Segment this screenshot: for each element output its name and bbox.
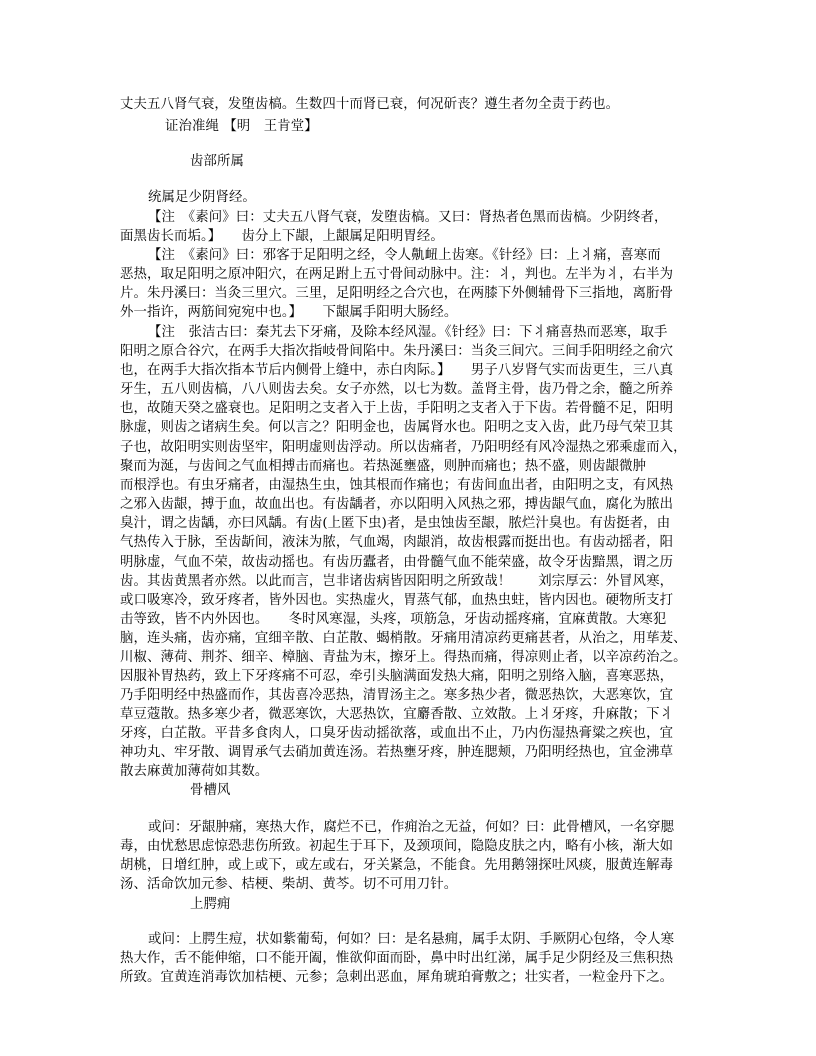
text-line: 也，故随天癸之盛衰也。足阳明之支者入于上齿，手阳明之支者入于下齿。若骨髓不足，阳明 [120, 401, 674, 416]
section-heading-palate-abscess: 上腭痈 [190, 897, 231, 912]
text-line: 外一指许，两筋间宛宛中也。】 下龈属手阳明大肠经。 [120, 305, 458, 320]
text-line: 恶热，取足阳明之原冲阳穴，在两足跗上五寸骨间动脉中。注：⺦，判也。左半为⺦，右半为 [120, 267, 674, 282]
text-line: 或问：牙龈肿痛，寒热大作，腐烂不已，作痈治之无益，何如？曰：此骨槽风，一名穿腮 [148, 820, 675, 835]
text-line: 热大作，舌不能伸缩，口不能开阖，惟欲仰面而卧，鼻中时出红涕，属手足少阴经及三焦积热 [120, 951, 674, 966]
text-line: 统属足少阴肾经。 [148, 190, 256, 205]
text-line: 牙疼，白芷散。平昔多食肉人，口臭牙齿动摇欲落，或血出不止，乃内伤湿热膏粱之疾也，宜 [120, 726, 674, 741]
text-line: 面黑齿长而垢。】 齿分上下龈，上龈属足阳明胃经。 [120, 229, 444, 244]
source-citation: 证治准绳 【明 王肯堂】 [165, 119, 318, 134]
text-line: 片。朱丹溪曰：当灸三里穴。三里，足阳明经之合穴也，在两膝下外侧辅骨下三指地，离胻骨 [120, 286, 674, 301]
text-line: 也，在两手大指次指本节后内侧骨上缝中，赤白肉际。】 男子八岁肾气实而齿更生，三八真 [120, 363, 674, 378]
section-heading-tooth: 齿部所属 [190, 154, 244, 169]
text-line: 脉虚，则齿之诸病生矣。何以言之？阳明金也，齿属肾水也。阳明之支入齿，此乃母气荣卫其 [120, 420, 674, 435]
text-line: 子也，故阳明实则齿坚牢，阳明虚则齿浮动。所以齿痛者，乃阳明经有风冷湿热之邪乘虚而入， [120, 440, 687, 455]
text-line: 臭汁，谓之齿龋，亦曰风龋。有齿(上匿下虫)者，是虫蚀齿至龈，脓烂汁臭也。有齿挺者，由 [120, 516, 671, 531]
text-line: 击等致，皆不内外因也。 冬时风寒湿，头疼，项筋急，牙齿动摇疼痛，宜麻黄散。大寒犯 [120, 612, 667, 627]
text-line: 川椒、薄荷、荆芥、细辛、樟脑、青盐为末，擦牙上。得热而痛，得凉则止者，以辛凉药治之。 [120, 650, 687, 665]
text-line: 或问：上腭生痘，状如紫葡萄，何如？曰：是名悬痈，属手太阴、手厥阴心包络，令人寒 [148, 932, 675, 947]
text-line: 胡桃，日增红肿，或上或下，或左或右，牙关紧急，不能食。先用鹅翎探吐风痰，服黄连解毒 [120, 858, 674, 873]
text-line: 神功丸、牢牙散、调胃承气去硝加黄连汤。若热壅牙疼，肿连腮颊，乃阳明经热也，宜金沸草 [120, 745, 674, 760]
text-line: 因服补胃热药，致上下牙疼痛不可忍，牵引头脑满面发热大痛，阳明之别络入脑，喜寒恶热， [120, 669, 674, 684]
section-heading-bone-groove-wind: 骨槽风 [190, 783, 231, 798]
text-line: 丈夫五八肾气衰，发堕齿槁。生数四十而肾已衰，何况斫丧？遵生者勿全责于药也。 [120, 97, 620, 112]
text-line: 乃手阳明经中热盛而作，其齿喜冷恶热，清胃汤主之。寒多热少者，微恶热饮，大恶寒饮，宜 [120, 688, 674, 703]
text-line: 脑，连头痛，齿亦痛，宜细辛散、白芷散、蝎梢散。牙痛用清凉药更痛甚者，从治之，用荜茇、 [120, 631, 687, 646]
text-line: 之邪入齿龈，搏于血，故血出也。有齿龋者，亦以阳明入风热之邪，搏齿龈气血，腐化为脓出 [120, 497, 674, 512]
text-line: 草豆蔻散。热多寒少者，微恶寒饮，大恶热饮，宜麝香散、立效散。上⺦牙疼，升麻散；下⺦ [120, 707, 674, 722]
text-line: 齿。其齿黄黑者亦然。以此而言，岂非诸齿病皆因阳明之所致哉！ 刘宗厚云：外冒风寒， [120, 574, 674, 589]
text-line: 气热传入于脉，至齿龂间，液沫为脓，气血竭，肉龈消，故齿根露而挺出也。有齿动摇者，阳 [120, 535, 674, 550]
text-line: 所致。宜黄连消毒饮加桔梗、元参；急刺出恶血，犀角琥珀膏敷之；壮实者，一粒金丹下之。 [120, 970, 674, 985]
text-line: 明脉虚，气血不荣，故齿动摇也。有齿历蠹者，由骨髓气血不能荣盛，故令牙齿黯黑，谓之历 [120, 555, 674, 570]
text-line: 散去麻黄加薄荷如其数。 [120, 764, 269, 779]
text-line: 而根浮也。有虫牙痛者，由湿热生虫，蚀其根而作痛也；有齿间血出者，由阳明之支，有风热 [120, 478, 674, 493]
annotation-line: 【注 《素问》曰：丈夫五八肾气衰，发堕齿槁。又曰：肾热者色黑而齿槁。少阴终者， [148, 210, 668, 225]
text-line: 聚而为涎，与齿间之气血相搏击而痛也。若热涎壅盛，则肿而痛也；热不盛，则齿龈微肿 [120, 459, 647, 474]
text-line: 汤、活命饮加元参、桔梗、柴胡、黄芩。切不可用刀针。 [120, 877, 458, 892]
annotation-line: 【注 张洁古曰：秦艽去下牙痛，及除本经风湿。《针经》曰：下⺦痛喜热而恶寒，取手 [148, 325, 668, 340]
text-line: 或口吸寒冷，致牙疼者，皆外因也。实热虚火，胃蒸气郁，血热虫蛀，皆内因也。硬物所支打 [120, 593, 674, 608]
text-line: 牙生，五八则齿槁，八八则齿去矣。女子亦然，以七为数。盖肾主骨，齿乃骨之余，髓之所养 [120, 382, 674, 397]
text-line: 毒，由忧愁思虑惊恐悲伤所致。初起生于耳下，及颈项间，隐隐皮肤之内，略有小核，渐大如 [120, 839, 674, 854]
text-line: 阳明之原合谷穴，在两手大指次指岐骨间陷中。朱丹溪曰：当灸三间穴。三间手阳明经之俞穴 [120, 344, 674, 359]
annotation-line: 【注 《素问》曰：邪客于足阳明之经，令人鼽衄上齿寒。《针经》曰：上⺦痛，喜寒而 [148, 248, 661, 263]
